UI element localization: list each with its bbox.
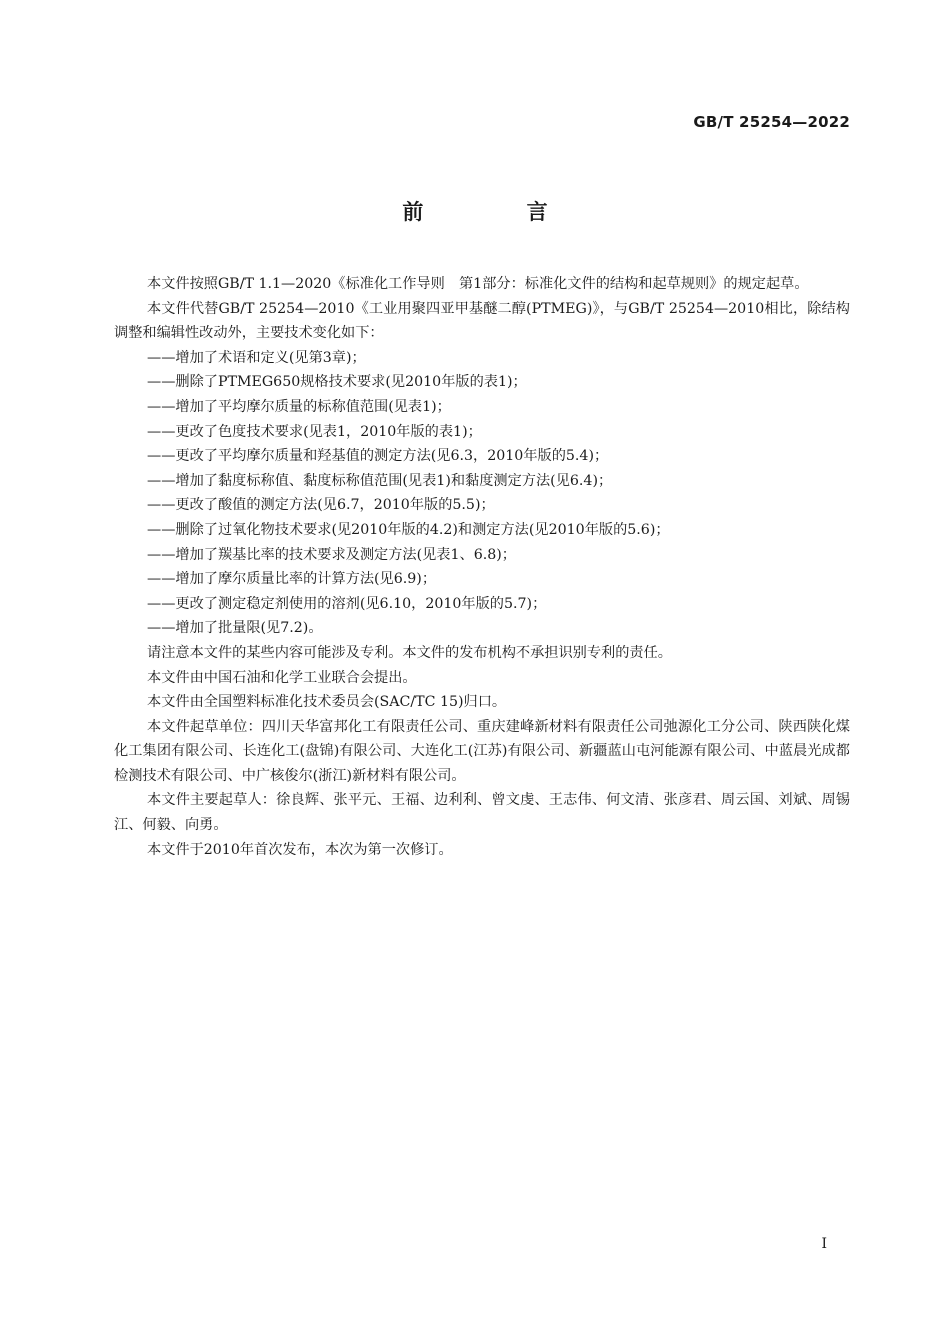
drafting-units: 本文件起草单位：四川天华富邦化工有限责任公司、重庆建峰新材料有限责任公司弛源化工分公司、陕西陕化煤化工集团有限公司、长连化工(盘锦)有限公司、大连化工(江苏)有限公司、新疆蓝山屯河能源有限公司、中蓝晨光成都检测技术有限公司、中广核俊尔(浙江)新材料有限公司。 — [114, 718, 850, 784]
page-number: I — [821, 1236, 827, 1252]
change-item: ——删除了PTMEG650规格技术要求(见2010年版的表1)； — [147, 374, 527, 391]
document-body — [114, 272, 850, 862]
change-item: ——更改了测定稳定剂使用的溶剂(见6.10，2010年版的5.7)； — [147, 595, 547, 612]
intro-paragraph: 本文件按照GB/T 1.1—2020《标准化工作导则 第1部分：标准化文件的结构和起草规则》的规定起草。 — [147, 276, 809, 292]
change-item: ——增加了羰基比率的技术要求及测定方法(见表1、6.8)； — [147, 546, 516, 563]
intro-paragraph: 本文件代替GB/T 25254—2010《工业用聚四亚甲基醚二醇(PTMEG)》，与GB/T 25254—2010相比，除结构调整和编辑性改动外，主要技术变化如下： — [114, 300, 850, 342]
change-item: ——增加了批量限(见7.2)。 — [147, 620, 323, 637]
standard-code: GB/T 25254—2022 — [693, 113, 850, 131]
change-item: ——更改了平均摩尔质量和羟基值的测定方法(见6.3，2010年版的5.4)； — [147, 448, 609, 465]
proposer-statement: 本文件由中国石油和化学工业联合会提出。 — [147, 669, 417, 686]
committee-statement: 本文件由全国塑料标准化技术委员会(SAC/TC 15)归口。 — [147, 694, 507, 711]
change-item: ——增加了摩尔质量比率的计算方法(见6.9)； — [147, 571, 437, 588]
change-item: ——更改了色度技术要求(见表1，2010年版的表1)； — [147, 423, 482, 440]
page-title: 前 言 — [402, 200, 596, 224]
change-item: ——更改了酸值的测定方法(见6.7，2010年版的5.5)； — [147, 497, 495, 514]
change-item: ——增加了术语和定义(见第3章)； — [147, 349, 366, 366]
publication-history: 本文件于2010年首次发布，本次为第一次修订。 — [147, 841, 453, 858]
change-item: ——删除了过氧化物技术要求(见2010年版的4.2)和测定方法(见2010年版的5.6)； — [147, 521, 670, 538]
patent-notice: 请注意本文件的某些内容可能涉及专利。本文件的发布机构不承担识别专利的责任。 — [147, 644, 672, 661]
change-item: ——增加了平均摩尔质量的标称值范围(见表1)； — [147, 398, 451, 415]
drafters: 本文件主要起草人：徐良辉、张平元、王福、边利利、曾文虔、王志伟、何文清、张彦君、周云国、刘斌、周锡江、何毅、向勇。 — [114, 792, 850, 834]
change-item: ——增加了黏度标称值、黏度标称值范围(见表1)和黏度测定方法(见6.4)； — [147, 472, 613, 489]
